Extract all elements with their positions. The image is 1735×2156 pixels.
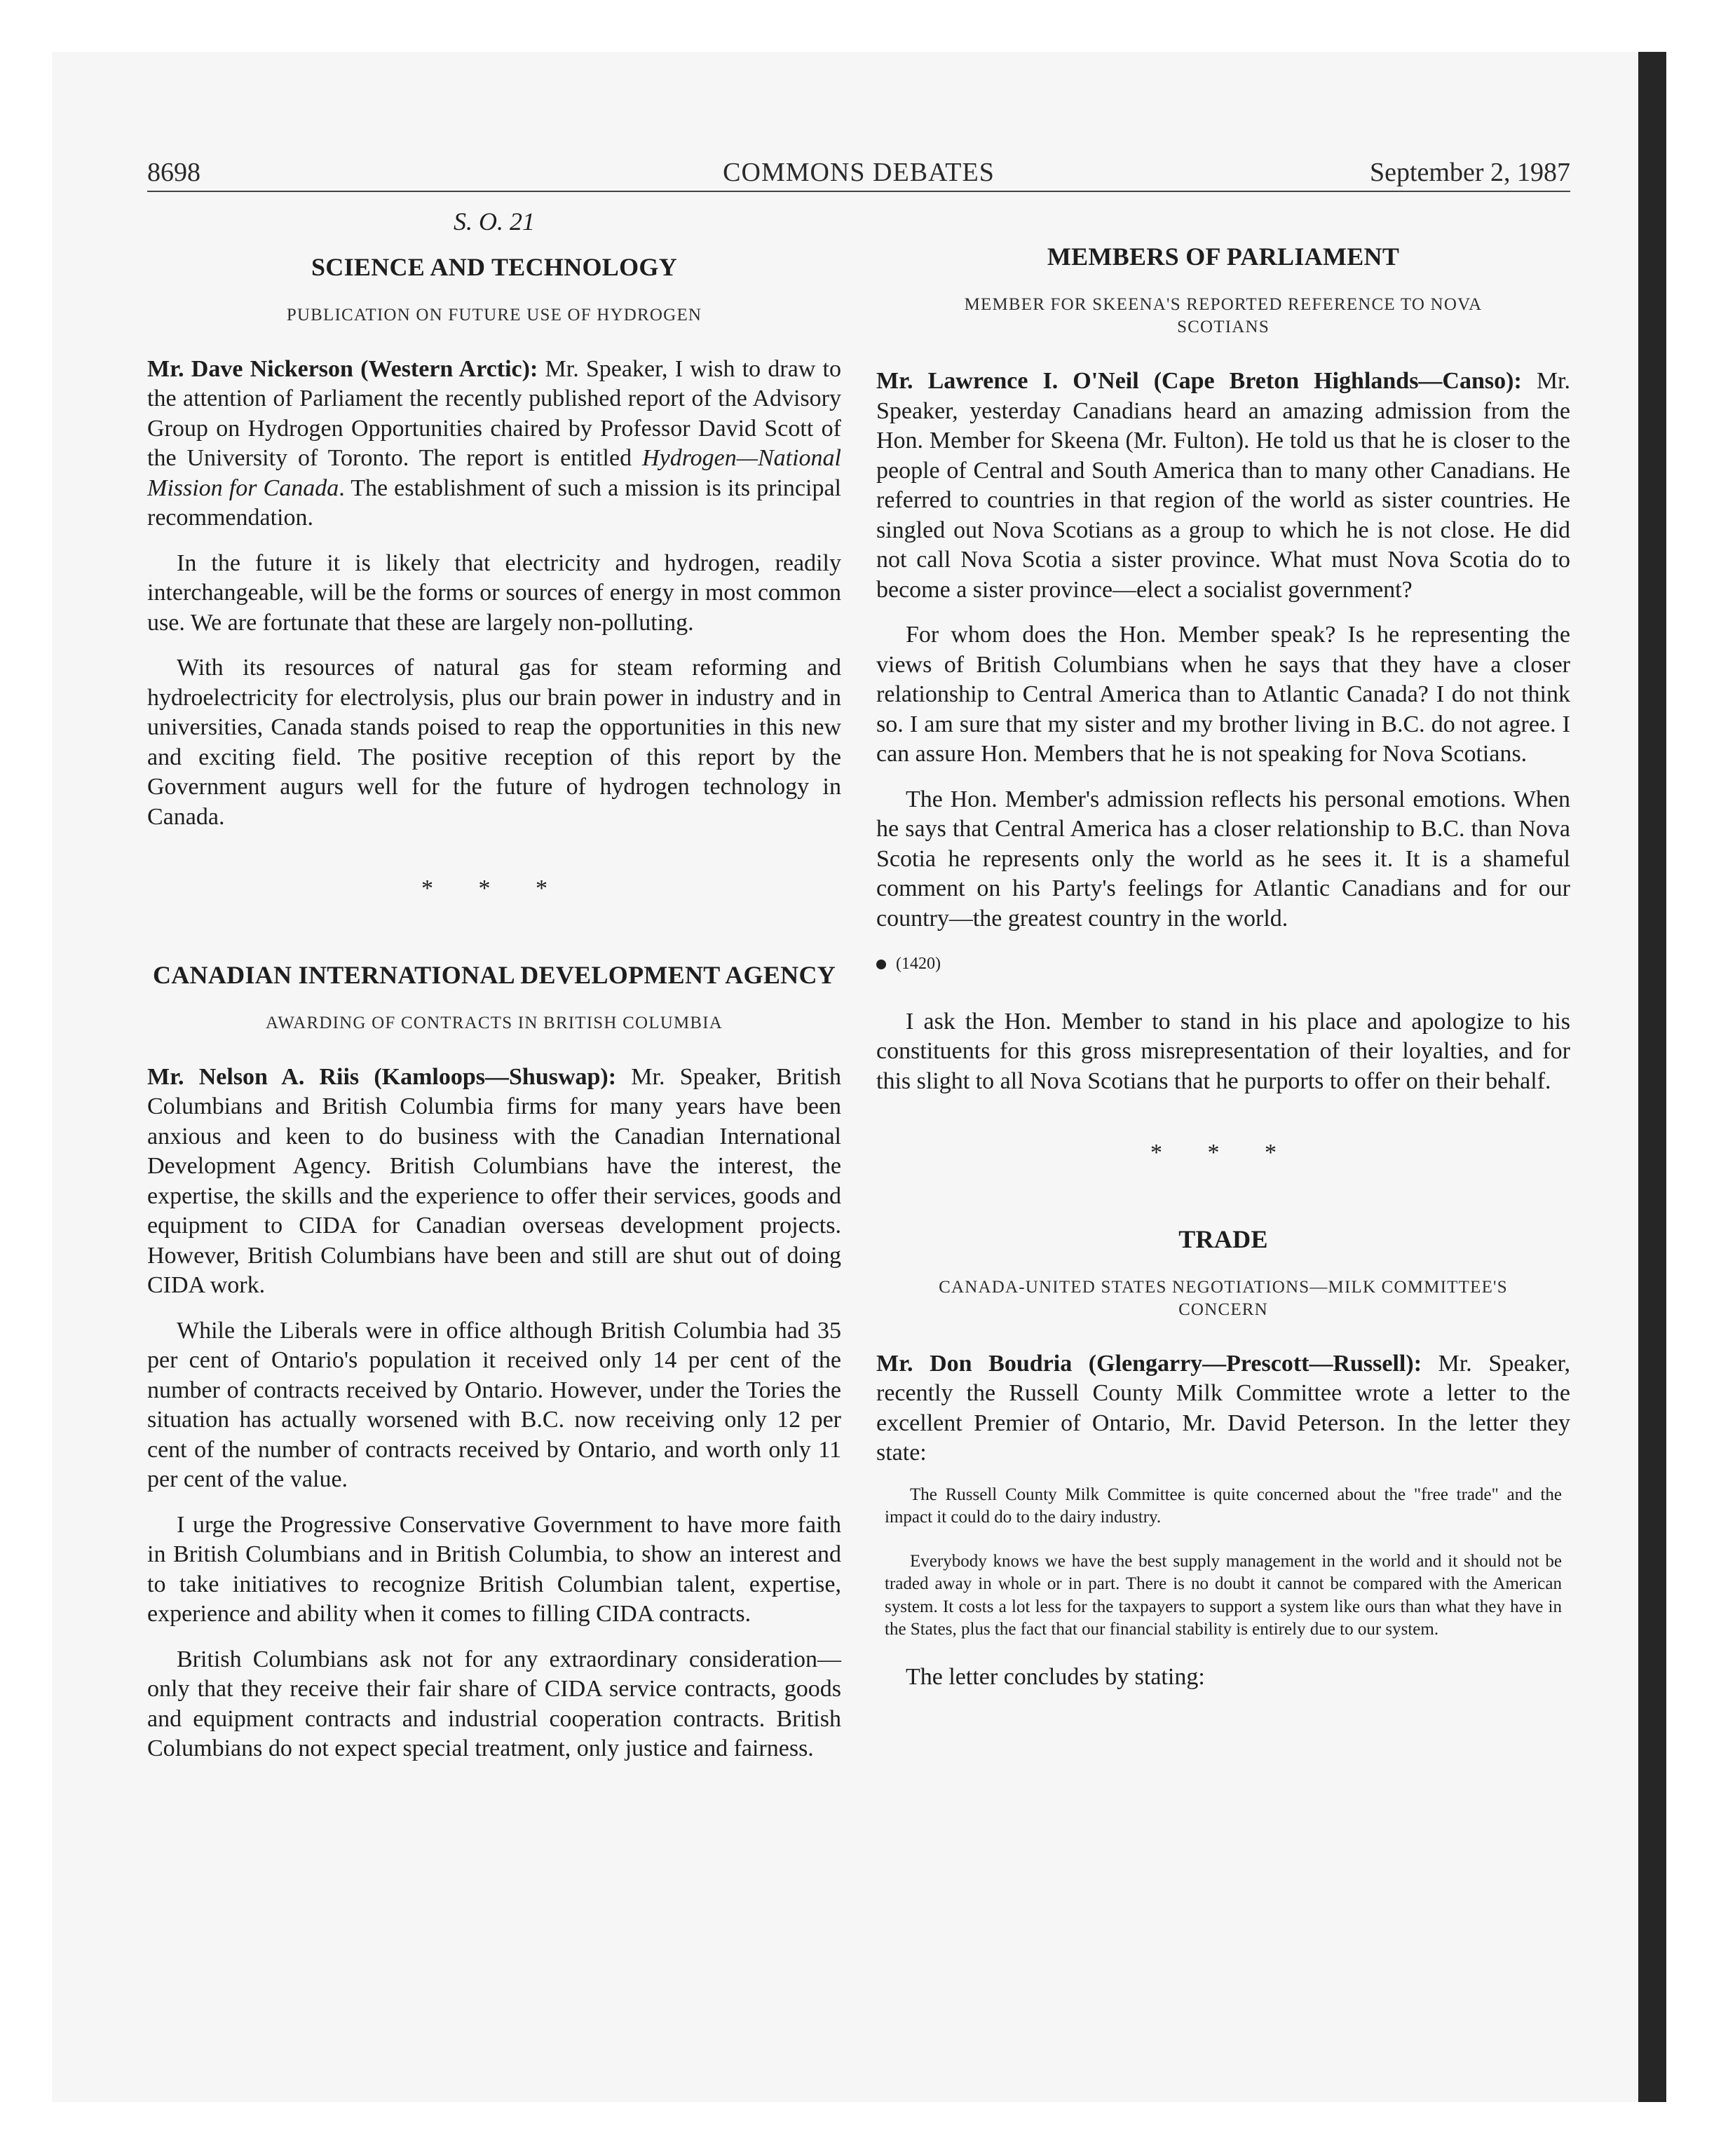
quote-paragraph: The Russell County Milk Committee is quite concerned about the "free trade" and the impact it could do to the dairy industry. — [885, 1485, 1562, 1527]
paragraph: Mr. Nelson A. Riis (Kamloops—Shuswap): Mr. Speaker, British Columbians and British Columbia firms for many years have been anxious and keen to do business with the Canadian International Development Agency. British Columbians have the interest, the expertise, the skills and the experience to offer their services, goods and equipment to CIDA for Canadian overseas development projects. However, British Columbians have been and still are shut out of doing CIDA work. — [147, 1063, 841, 1298]
section-subheading-milk: CANADA-UNITED STATES NEGOTIATIONS—MILK COMMITTEE'S CONCERN — [939, 1277, 1508, 1319]
section-subheading-contracts: AWARDING OF CONTRACTS IN BRITISH COLUMBIA — [265, 1013, 723, 1032]
paragraph: Mr. Dave Nickerson (Western Arctic): Mr. Speaker, I wish to draw to the attention of Parliament the recently published report of the Advisory Group on Hydrogen Opportunities chaired by Professor David Scott of the University of Toronto. The report is entitled Hydrogen—National Mission for Canada. The establishment of such a mission is its principal recommendation. — [147, 355, 842, 531]
left-column — [147, 200, 841, 1780]
page-number: 8698 — [147, 158, 200, 187]
speaker-name: Mr. Dave Nickerson (Western Arctic): — [147, 355, 538, 382]
bullet-icon — [876, 960, 886, 969]
section-heading-cida: CANADIAN INTERNATIONAL DEVELOPMENT AGENCY — [152, 960, 836, 989]
page-date: September 2, 1987 — [1369, 158, 1570, 187]
section-separator: * * * — [1150, 1140, 1296, 1166]
scan-edge-shadow — [1638, 52, 1666, 2102]
speaker-name: Mr. Lawrence I. O'Neil (Cape Breton Highlands—Canso): — [876, 368, 1522, 394]
section-heading-trade: TRADE — [1178, 1224, 1268, 1253]
speaker-name: Mr. Nelson A. Riis (Kamloops—Shuswap): — [147, 1063, 617, 1090]
paragraph: The letter concludes by stating: — [906, 1663, 1205, 1690]
section-heading-members: MEMBERS OF PARLIAMENT — [1047, 243, 1400, 271]
quote-paragraph: Everybody knows we have the best supply management in the world and it should not be traded away in whole or in part. There is no doubt it cannot be compared with the American system. It costs a lot less for the taxpayers to support a system like ours than what they have in the States, plus the fact that our financial stability is entirely due to our system. — [885, 1551, 1562, 1639]
paragraph: While the Liberals were in office although British Columbia had 35 per cent of Ontario's population it received only 14 per cent of the number of contracts received by Ontario. However, under the Tories the situation has actually worsened with B.C. now receiving only 12 per cent of the number of contracts received by Ontario, and worth only 11 per cent of the value. — [147, 1317, 841, 1492]
section-subheading-hydrogen: PUBLICATION ON FUTURE USE OF HYDROGEN — [286, 305, 702, 325]
section-separator: * * * — [421, 875, 567, 901]
letter-quote — [876, 1484, 1570, 1642]
paragraph: Mr. Lawrence I. O'Neil (Cape Breton Highlands—Canso): Mr. Speaker, yesterday Canadians heard an amazing admission from the Hon. Member for Skeena (Mr. Fulton). He told us that he is closer to the people of Central and South America than to many other Canadians. He referred to countries in that region of the world as sister countries. He singled out Nova Scotians as a group to which he is not close. He did not call Nova Scotia a sister province. What must Nova Scotia do to become a sister province—elect a socialist government? — [876, 368, 1570, 603]
paragraph: I ask the Hon. Member to stand in his place and apologize to his constituents for this gross misrepresentation of their loyalties, and for this slight to all Nova Scotians that he purports to offer on their behalf. — [876, 1008, 1570, 1094]
speaker-name: Mr. Don Boudria (Glengarry—Prescott—Russell): — [876, 1350, 1422, 1377]
page-header — [147, 153, 1570, 192]
paragraph: With its resources of natural gas for steam reforming and hydroelectricity for electrolysis, plus our brain power in industry and in universities, Canada stands poised to reap the opportunities in this new and exciting field. The positive reception of this report by the Government augurs well for the future of hydrogen technology in Canada. — [147, 655, 841, 830]
report-title: Hydrogen—National Mission for Canada — [147, 445, 841, 501]
paragraph: In the future it is likely that electricity and hydrogen, readily interchangeable, will be the forms or sources of energy in most common use. We are fortunate that these are largely non-polluting. — [147, 550, 841, 636]
publication-title: COMMONS DEBATES — [723, 158, 995, 187]
right-column — [876, 242, 1570, 1707]
section-subheading-skeena: MEMBER FOR SKEENA'S REPORTED REFERENCE TO NOVA SCOTIANS — [964, 295, 1483, 336]
paragraph: British Columbians ask not for any extraordinary consideration—only that they receive their fair share of CIDA service contracts, goods and equipment contracts and industrial cooperation contracts. British Columbians do not expect special treatment, only justice and fairness. — [147, 1646, 841, 1761]
standing-order-label: S. O. 21 — [454, 207, 535, 236]
header-rule — [147, 191, 1570, 192]
paragraph: Mr. Don Boudria (Glengarry—Prescott—Russell): Mr. Speaker, recently the Russell County Milk Committee wrote a letter to the excellent Premier of Ontario, Mr. David Peterson. In the letter they state: — [876, 1350, 1571, 1466]
paragraph: For whom does the Hon. Member speak? Is he representing the views of British Columbians when he says that they have a closer relationship to Central America than to Atlantic Canada? I do not think so. I am sure that my sister and my brother living in B.C. do not agree. I can assure Hon. Members that he is not speaking for Nova Scotians. — [876, 622, 1570, 767]
paragraph: The Hon. Member's admission reflects his personal emotions. When he says that Central America has a closer relationship to B.C. than Nova Scotia he represents only the world as he sees it. It is a shameful comment on his Party's feelings for Atlantic Canadians and for our country—the greatest country in the world. — [876, 786, 1570, 932]
time-marker: (1420) — [876, 949, 1570, 979]
section-heading-science: SCIENCE AND TECHNOLOGY — [311, 252, 678, 281]
paragraph: I urge the Progressive Conservative Government to have more faith in British Columbians and in British Columbia, to show an interest and to take initiatives to recognize British Columbian talent, expertise, experience and ability when it comes to filling CIDA contracts. — [147, 1511, 841, 1627]
